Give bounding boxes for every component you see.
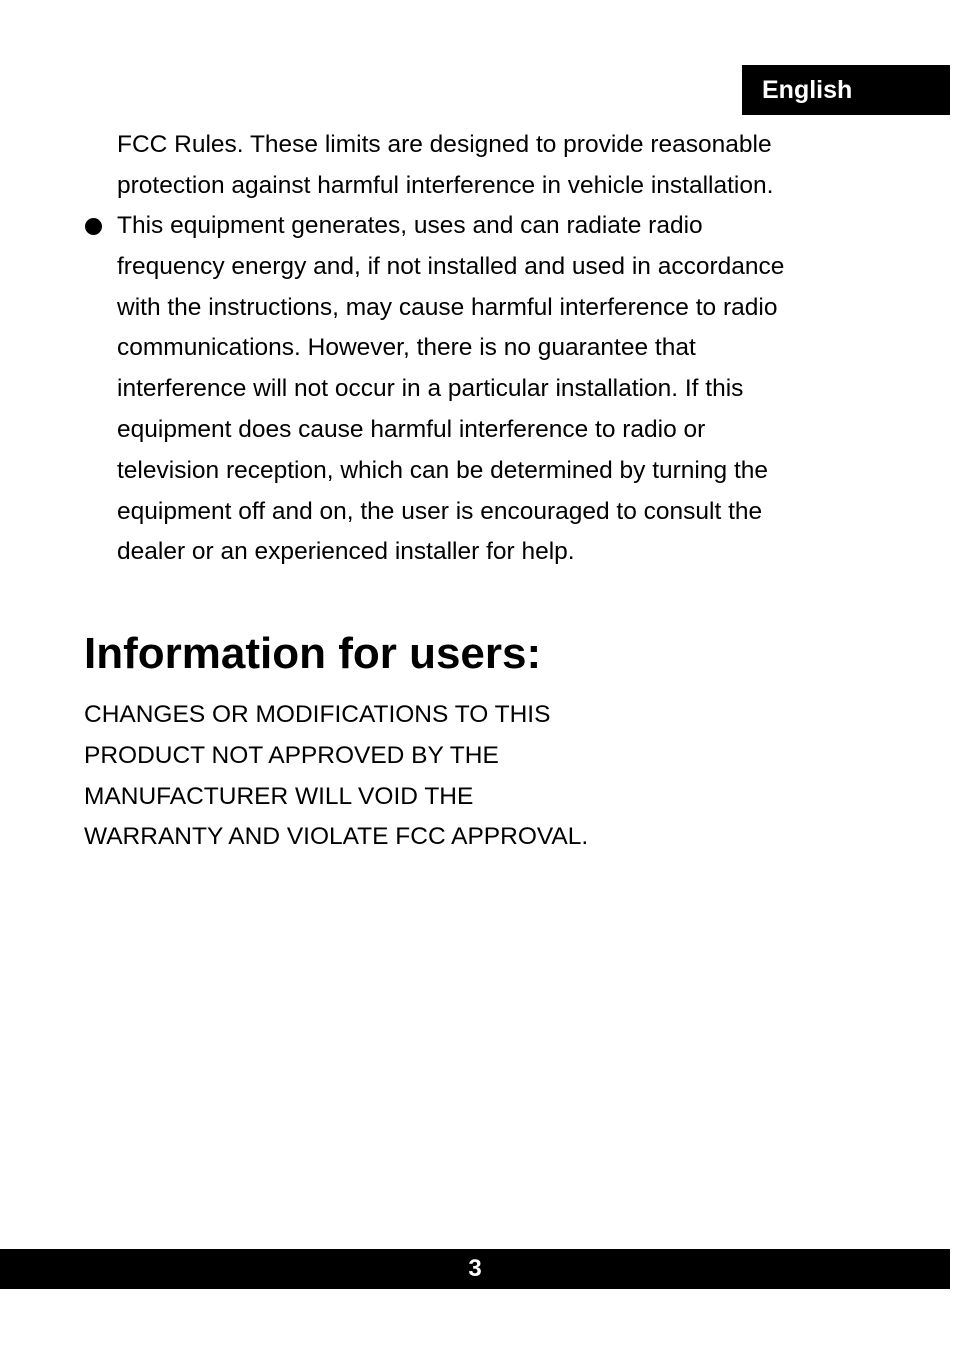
bullet-line: This equipment generates, uses and can radiate radio xyxy=(117,212,703,239)
section-title: Information for users: xyxy=(84,629,542,678)
notice-line: WARRANTY AND VIOLATE FCC APPROVAL. xyxy=(84,823,589,851)
bullet-line: equipment off and on, the user is encouraged to consult the xyxy=(117,497,763,525)
notice-line: MANUFACTURER WILL VOID THE xyxy=(84,782,474,810)
bullet-line: television reception, which can be determined by turning the xyxy=(117,456,768,484)
bullet-line: frequency energy and, if not installed and used in accordance xyxy=(117,252,785,280)
bullet-icon xyxy=(85,218,102,235)
warranty-notice xyxy=(84,695,588,858)
bullet-text xyxy=(117,206,907,573)
language-tab: English xyxy=(742,65,950,115)
bullet-line: dealer or an experienced installer for help. xyxy=(117,538,575,566)
footer-page-number: 3 xyxy=(0,1249,950,1289)
notice-line: CHANGES OR MODIFICATIONS TO THIS xyxy=(84,701,551,728)
continued-paragraph xyxy=(117,125,917,207)
bullet-line: communications. However, there is no guarantee that xyxy=(117,334,696,362)
bullet-line: interference will not occur in a particular installation. If this xyxy=(117,375,744,403)
bullet-line: with the instructions, may cause harmful interference to radio xyxy=(117,293,778,321)
bullet-line: equipment does cause harmful interference to radio or xyxy=(117,415,706,443)
notice-line: PRODUCT NOT APPROVED BY THE xyxy=(84,741,499,769)
paragraph-line: protection against harmful interference in vehicle installation. xyxy=(117,171,774,199)
paragraph-line: FCC Rules. These limits are designed to provide reasonable xyxy=(117,131,772,158)
